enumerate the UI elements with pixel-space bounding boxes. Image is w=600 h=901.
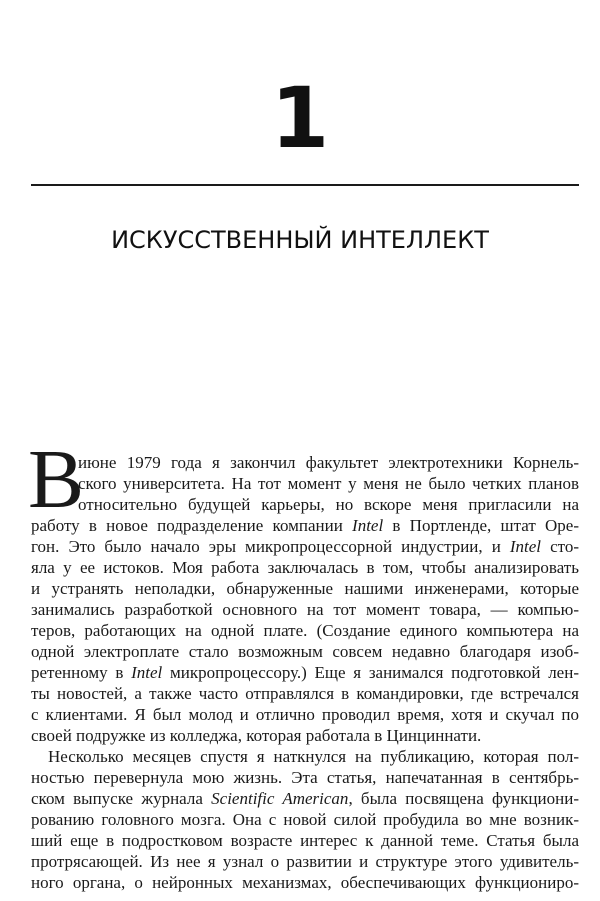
drop-cap: В bbox=[28, 433, 85, 526]
text-line: ностью перевернула мою жизнь. Эта статья, напечатанная в сентябрь- bbox=[31, 768, 579, 787]
text-segment: гон. Это было начало эры микропроцессорной индустрии, и bbox=[31, 537, 510, 556]
text-line: одной электроплате стало возможным совсем недавно благодаря изоб- bbox=[31, 642, 579, 661]
text-line: ского университета. На тот момент у меня не было четких планов bbox=[78, 474, 579, 493]
text-line: июне 1979 года я закончил факультет электротехники Корнель- bbox=[78, 453, 579, 472]
journal-name: Scientific American bbox=[211, 789, 349, 808]
chapter-number: 1 bbox=[270, 69, 330, 167]
chapter-divider bbox=[31, 184, 579, 186]
text-line: относительно будущей карьеры, но вскоре меня пригласили на bbox=[78, 495, 579, 514]
text-line: с клиентами. Я был молод и отлично проводил время, хотя и скучал по bbox=[31, 705, 579, 724]
text-line bbox=[31, 788, 579, 809]
text-line: теров, работающих на одной плате. (Создание единого компьютера на bbox=[31, 621, 579, 640]
text-line: яла у ее истоков. Моя работа заключалась в том, чтобы анализировать bbox=[31, 558, 579, 577]
text-segment: ретенному в bbox=[31, 663, 132, 682]
text-line: рованию головного мозга. Она с новой силой пробудила во мне возник- bbox=[31, 810, 579, 829]
company-name: Intel bbox=[509, 537, 542, 556]
text-segment: сто- bbox=[541, 537, 579, 556]
text-line: своей подружке из колледжа, которая работала в Цинциннати. bbox=[31, 726, 482, 745]
text-segment: работу в новое подразделение компании bbox=[31, 516, 353, 535]
text-line: и устранять неполадки, обнаруженные нашими инженерами, которые bbox=[31, 579, 579, 598]
company-name: Intel bbox=[352, 516, 384, 535]
text-line bbox=[31, 662, 579, 683]
chapter-title: ИСКУССТВЕННЫЙ ИНТЕЛЛЕКТ bbox=[111, 226, 489, 254]
text-line: ты новостей, а также часто отправлялся в командировки, где встречался bbox=[31, 684, 579, 703]
text-segment: в Портленде, штат Оре- bbox=[383, 516, 580, 535]
body-text bbox=[28, 433, 580, 893]
text-line: ного органа, о нейронных механизмах, обеспечивающих функциониро- bbox=[31, 873, 579, 892]
text-line: протрясающей. Из нее я узнал о развитии и структуре этого удивитель- bbox=[31, 852, 579, 871]
text-line: занимались разработкой основного на тот момент товара, — компью- bbox=[31, 600, 579, 619]
text-line bbox=[31, 536, 579, 557]
text-segment: , была посвящена функциони- bbox=[348, 789, 579, 808]
text-segment: микропроцессору.) Еще я занимался подготовкой лен- bbox=[162, 663, 579, 682]
company-name: Intel bbox=[131, 663, 163, 682]
text-line bbox=[31, 515, 579, 536]
text-segment: ском выпуске журнала bbox=[31, 789, 212, 808]
text-line: Несколько месяцев спустя я наткнулся на публикацию, которая пол- bbox=[48, 747, 579, 766]
text-line: ший еще в подростковом возрасте интерес к данной теме. Статья была bbox=[31, 831, 579, 850]
